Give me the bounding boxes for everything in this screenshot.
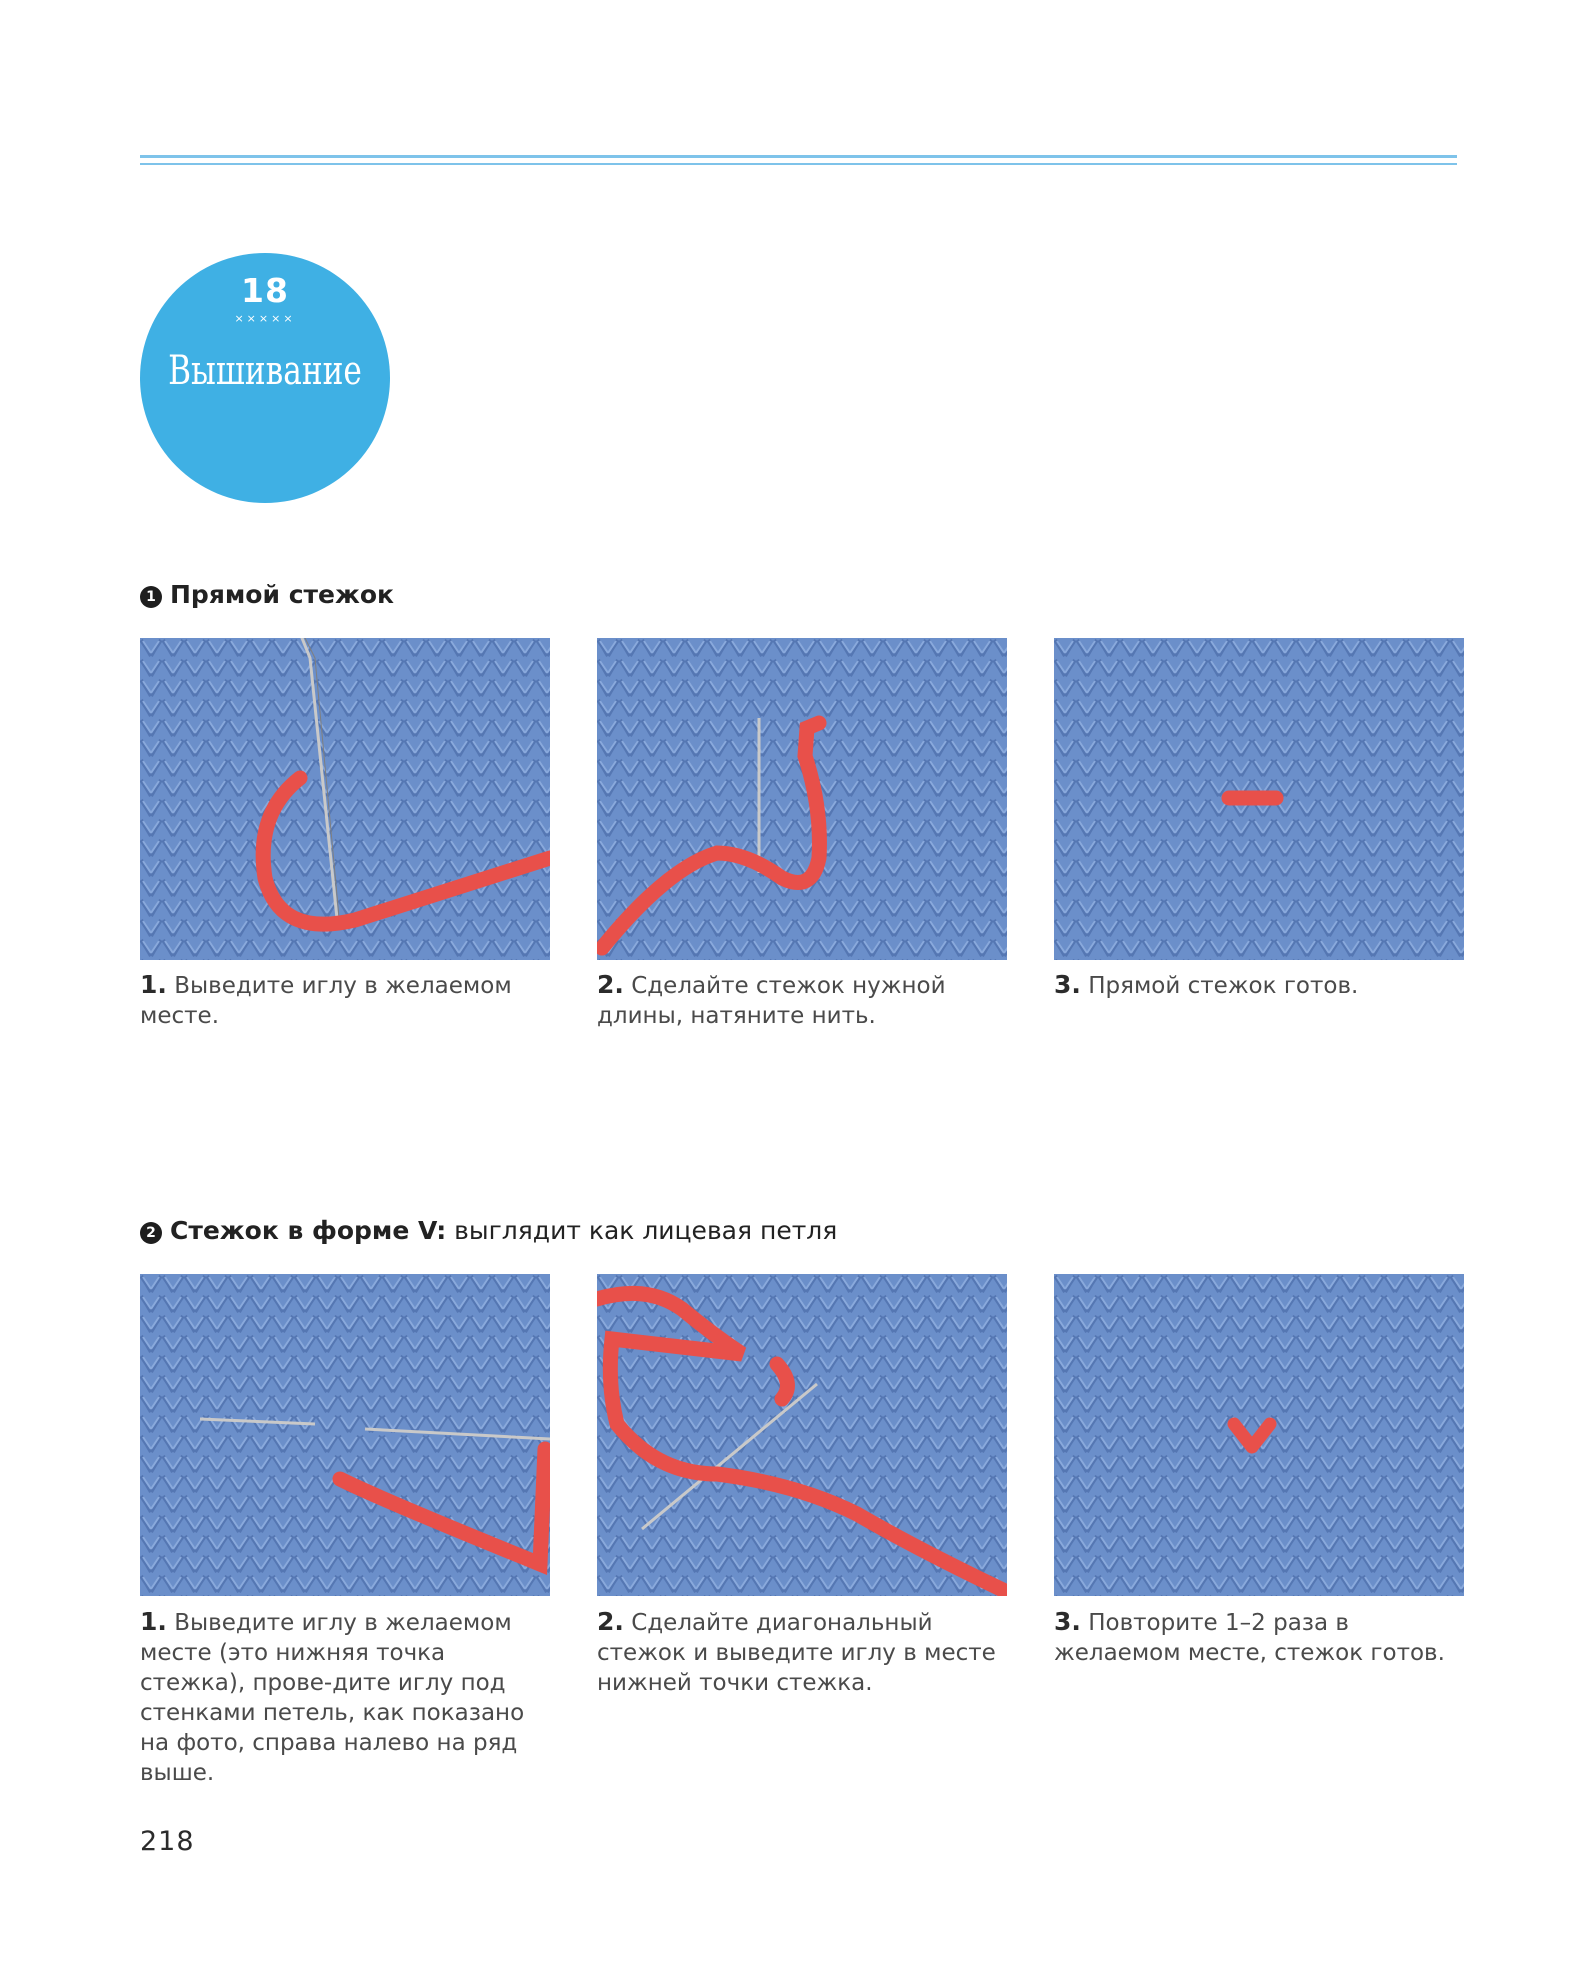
section2-heading: [140, 1216, 837, 1245]
chapter-badge: [140, 253, 390, 503]
section2-caption-1: [140, 1607, 540, 1788]
chapter-stars: ×××××: [234, 312, 296, 325]
chapter-number: 18: [241, 271, 289, 310]
step-text: Повторите 1–2 раза в желаемом месте, стежок готов.: [1054, 1610, 1445, 1666]
step-text: Прямой стежок готов.: [1080, 973, 1359, 999]
section1-photo-1: [140, 638, 550, 960]
step-number: 3.: [1054, 970, 1081, 999]
step-text: Выведите иглу в желаемом месте.: [140, 973, 512, 1029]
section1-number-icon: 1: [140, 586, 162, 608]
section2-caption-2: [597, 1607, 997, 1698]
section1-heading: [140, 580, 394, 609]
step-number: 1.: [140, 1607, 167, 1636]
section2-photo-3: [1054, 1274, 1464, 1596]
top-rule-thin: [140, 163, 1457, 165]
section1-caption-2: [597, 970, 1007, 1031]
step-number: 2.: [597, 1607, 624, 1636]
section1-caption-3: [1054, 970, 1454, 1001]
step-number: 2.: [597, 970, 624, 999]
section2-title-rest: выглядит как лицевая петля: [446, 1216, 838, 1245]
page-number: 218: [140, 1826, 195, 1857]
section2-title-bold: Стежок в форме V:: [170, 1216, 447, 1245]
section2-photo-1: [140, 1274, 550, 1596]
step-text: Сделайте стежок нужной длины, натяните нить.: [597, 973, 946, 1029]
section1-caption-1: [140, 970, 560, 1031]
step-text: Выведите иглу в желаемом месте (это нижняя точка стежка), прове-дите иглу под стенками петель, как показано на фото, справа налево на ряд выше.: [140, 1610, 525, 1786]
section1-photo-3: [1054, 638, 1464, 960]
section1-title: Прямой стежок: [170, 580, 394, 609]
section2-caption-3: [1054, 1607, 1454, 1668]
step-text: Сделайте диагональный стежок и выведите иглу в месте нижней точки стежка.: [597, 1610, 996, 1696]
chapter-title: Вышивание: [168, 348, 362, 394]
step-number: 3.: [1054, 1607, 1081, 1636]
section2-photo-2: [597, 1274, 1007, 1596]
top-rule: [140, 155, 1457, 158]
section2-number-icon: 2: [140, 1222, 162, 1244]
section1-photo-2: [597, 638, 1007, 960]
step-number: 1.: [140, 970, 167, 999]
